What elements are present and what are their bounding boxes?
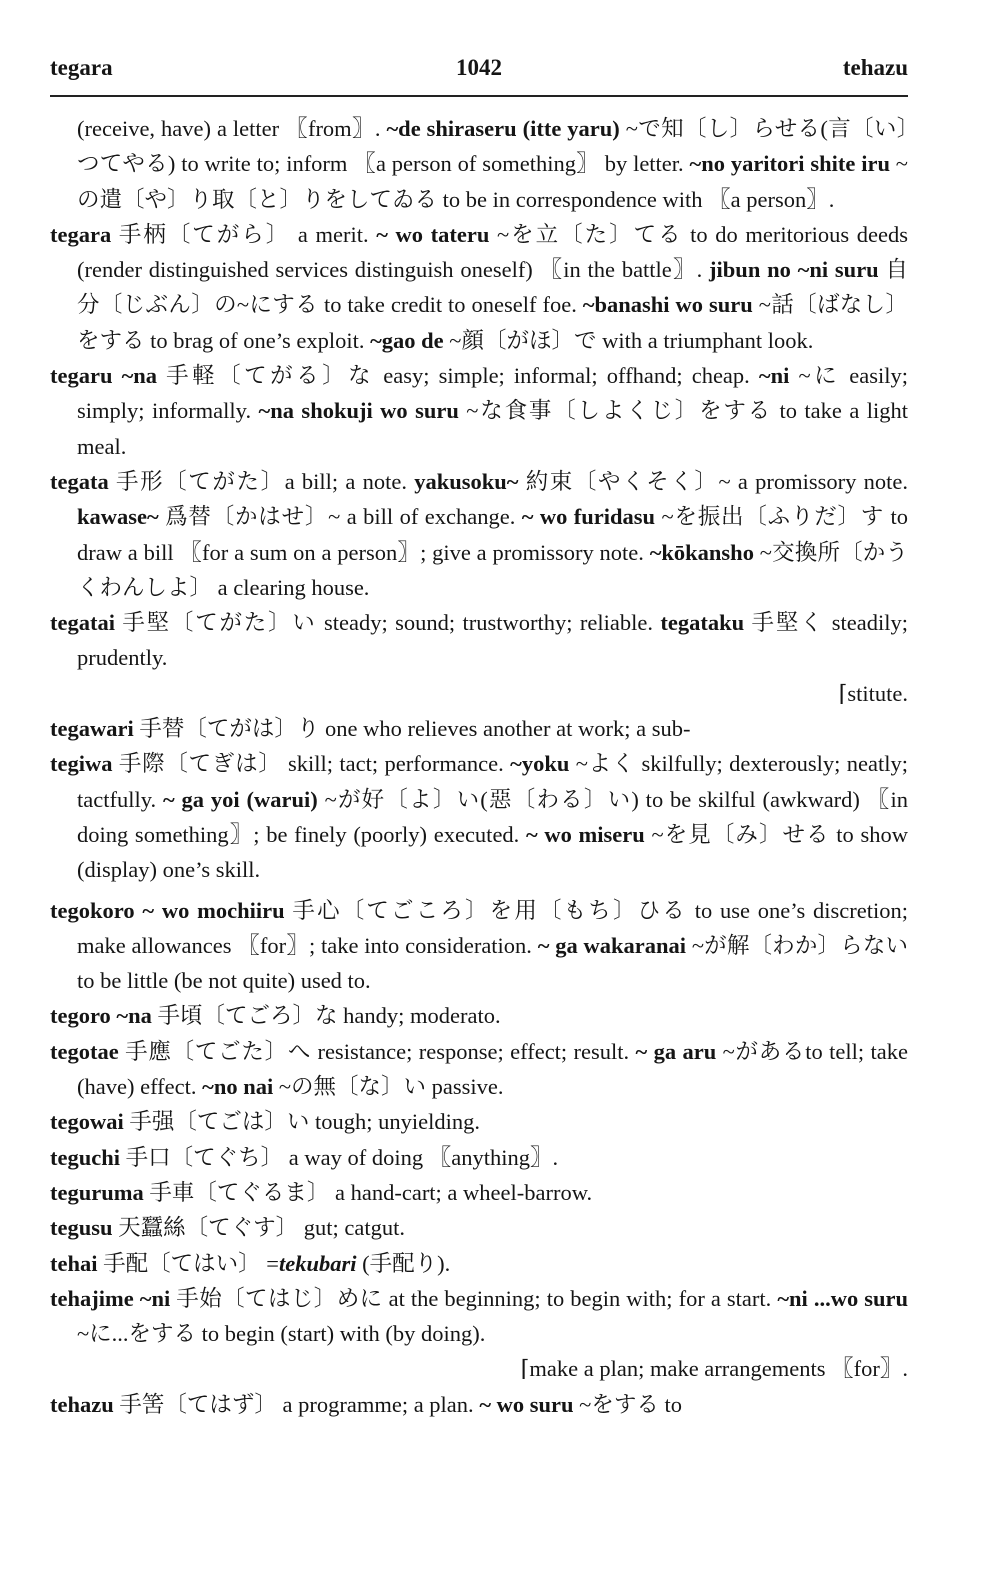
dictionary-entry: tegara 手柄〔てがら〕 a merit. ~ wo tateru ~を立〔た〕てる to do meritorious deeds (render distinguished services distinguish oneself) 〖in the battle〗. jibun no ~ni suru 自分〔じぶん〕の~にする to take credit to oneself foe. ~banashi wo suru ~話〔ばなし〕をする to brag of one’s exploit. ~gao de ~顔〔がほ〕で with a triumphant look. — [50, 221, 908, 353]
header-left-guideword: tegara — [50, 55, 113, 80]
dictionary-entry: tegata 手形〔てがた〕a bill; a note. yakusoku~ 約束〔やくそく〕~ a promissory note. kawase~ 爲替〔かはせ〕~ a bill of exchange. ~ wo furidasu ~を振出〔ふりだ〕す to draw a bill 〖for a sum on a person〗; give a promissory note. ~kōkansho ~交換所〔かうくわんしよ〕 a clearing house. — [50, 468, 908, 600]
dictionary-entry: tehai 手配〔てはい〕 =tekubari (手配り). — [50, 1250, 451, 1276]
dictionary-entry: tegoro ~na 手頃〔てごろ〕な handy; moderato. — [50, 1003, 501, 1029]
dictionary-entry: teguruma 手車〔てぐるま〕 a hand-cart; a wheel-barrow. — [50, 1179, 593, 1205]
dictionary-entry: teguchi 手口〔てぐち〕 a way of doing 〖anything〗. — [50, 1144, 559, 1170]
dictionary-entry: tegokoro ~ wo mochiiru 手心〔てごころ〕を用〔もち〕ひる to use one’s discretion; make allowances 〖for〗; take into consideration. ~ ga wakaranai ~が解〔わか〕らない to be little (be not quite) used to. — [50, 897, 908, 994]
header-rule — [50, 95, 908, 97]
dictionary-entry: tegawari 手替〔てがは〕り one who relieves another at work; a sub- — [50, 716, 691, 742]
dictionary-entry: tegowai 手强〔てごは〕い tough; unyielding. — [50, 1109, 480, 1135]
dictionary-entry: tegotae 手應〔てごた〕へ resistance; response; effect; result. ~ ga aru ~があるto tell; take (have) effect. ~no nai ~の無〔な〕い passive. — [50, 1038, 909, 1100]
page-header — [50, 55, 908, 91]
dictionary-entry: tegatai 手堅〔てがた〕い steady; sound; trustworthy; reliable. tegataku 手堅く steadily; prudently. ⌈stitute. — [50, 610, 908, 706]
dictionary-entry: (receive, have) a letter 〖from〗. ~de shiraseru (itte yaru) ~で知〔し〕らせる(言〔い〕つてやる) to write to; inform 〖a person of something〗 by letter. ~no yaritori shite iru ~の遣〔や〕り取〔と〕りをしてゐる to be in correspondence with 〖a person〗. — [77, 116, 908, 212]
dictionary-entry: tegiwa 手際〔てぎは〕 skill; tact; performance. ~yoku ~よく skilfully; dexterously; neatly; tactfully. ~ ga yoi (warui) ~が好〔よ〕い(惡〔わる〕い) to be skilful (awkward) 〖in doing something〗; be finely (poorly) executed. ~ wo miseru ~を見〔み〕せる to show (display) one’s skill. — [50, 751, 908, 883]
dictionary-entry: tehajime ~ni 手始〔てはじ〕めに at the beginning; to begin with; for a start. ~ni ...wo suru ~に...をする to begin (start) with (by doing). ⌈make a plan; make arrangements 〖for〗. — [50, 1285, 909, 1382]
dictionary-entries — [50, 111, 908, 1422]
header-right-guideword: tehazu — [842, 55, 908, 80]
page-number: 1042 — [456, 55, 502, 80]
dictionary-entry: tegusu 天蠶絲〔てぐす〕 gut; catgut. — [50, 1215, 405, 1241]
dictionary-entry: tehazu 手筈〔てはず〕 a programme; a plan. ~ wo suru ~をする to — [50, 1391, 682, 1417]
dictionary-entry: tegaru ~na 手軽〔てがる〕な easy; simple; informal; offhand; cheap. ~ni ~に easily; simply; informally. ~na shokuji wo suru ~な食事〔しよくじ〕をする to take a light meal. — [50, 363, 909, 459]
